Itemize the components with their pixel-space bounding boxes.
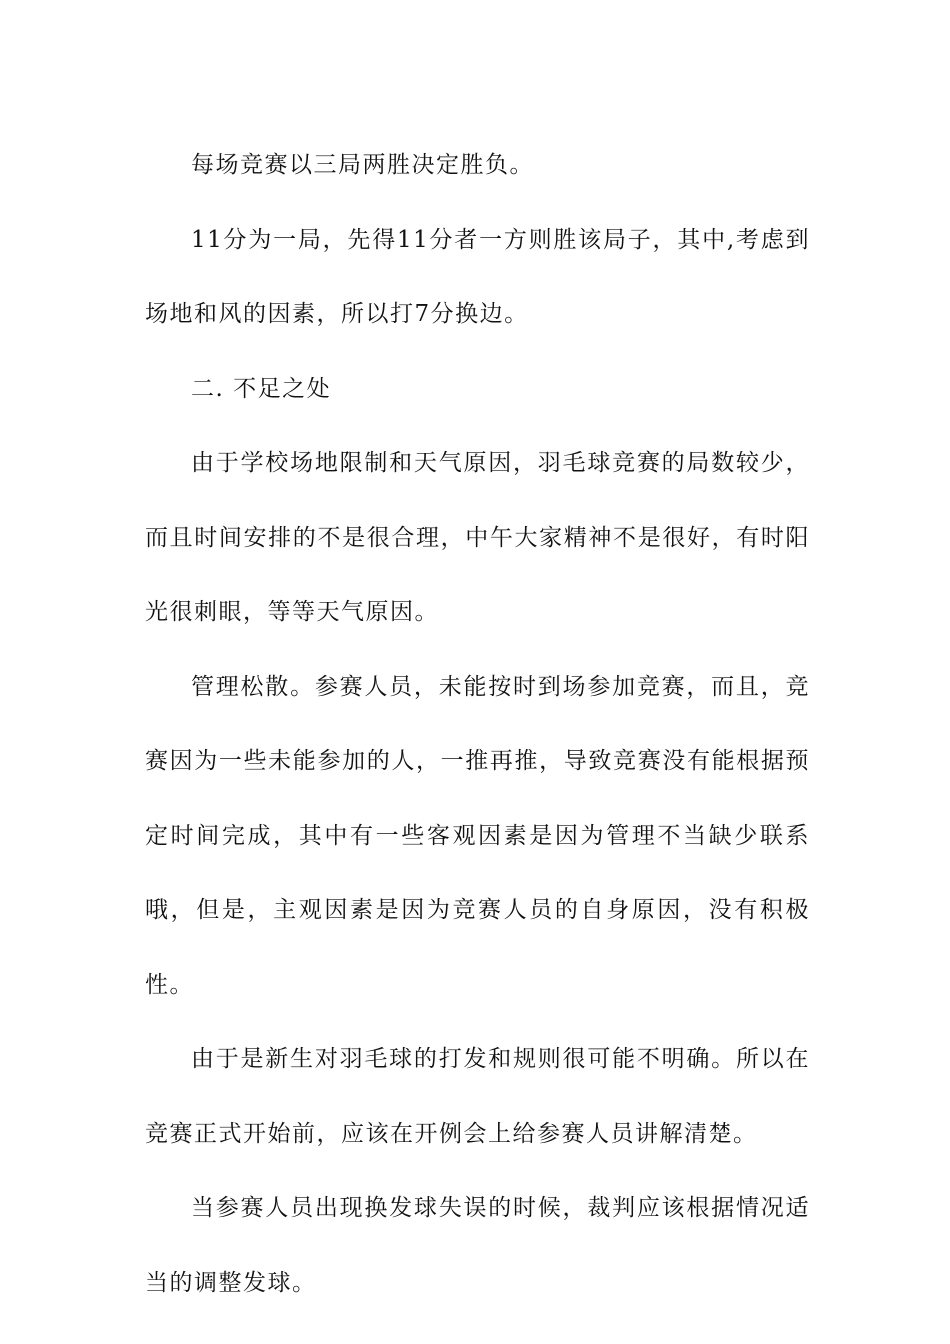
paragraph-match-format: 每场竞赛以三局两胜决定胜负。: [191, 152, 534, 178]
paragraph-loose-management: 管理松散。参赛人员，未能按时到场参加竞赛，而且，竞赛因为一些未能参加的人，一推再推，导致竞赛没有能根据预定时间完成，其中有一些客观因素是因为管理不当缺少联系哦，但是，主观因素是因为竞赛人员的自身原因，没有积极性。: [145, 673, 810, 998]
paragraph-serve-adjustment: 当参赛人员出现换发球失误的时候，裁判应该根据情况适当的调整发球。: [145, 1195, 810, 1296]
section-heading-shortcomings: 二. 不足之处: [191, 375, 332, 402]
document-body: [145, 128, 810, 1320]
paragraph-venue-weather: 由于学校场地限制和天气原因，羽毛球竞赛的局数较少，而且时间安排的不是很合理，中午大家精神不是很好，有时阳光很刺眼，等等天气原因。: [145, 450, 810, 625]
paragraph-scoring-rules: 11分为一局，先得11分者一方则胜该局子，其中,考虑到场地和风的因素，所以打7分换边。: [145, 226, 810, 327]
paragraph-rules-explanation: 由于是新生对羽毛球的打发和规则很可能不明确。所以在竞赛正式开始前，应该在开例会上给参赛人员讲解清楚。: [145, 1046, 810, 1147]
